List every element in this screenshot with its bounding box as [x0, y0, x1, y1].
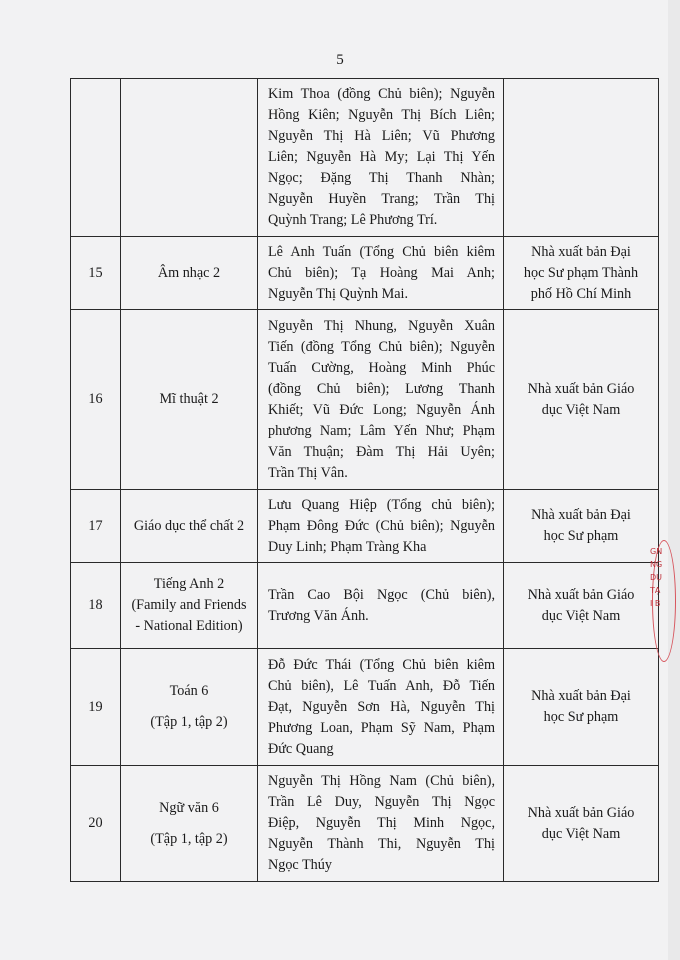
publisher-cell [504, 649, 659, 766]
author-line: Điệp, Nguyễn Thị Minh Ngọc, [268, 815, 495, 831]
table-row [71, 79, 659, 237]
row-number: 15 [71, 237, 121, 310]
table-row [71, 490, 659, 563]
book-title-cell [121, 563, 258, 649]
publisher-line: phố Hồ Chí Minh [530, 285, 632, 302]
author-line: Quỳnh Trang; Lê Phương Trí. [268, 212, 438, 228]
publisher-cell [504, 490, 659, 563]
table-row [71, 237, 659, 310]
author-line: Lê Anh Tuấn (Tổng Chủ biên kiêm [268, 243, 495, 260]
table-row [71, 766, 659, 882]
publisher-line: Nhà xuất bản Giáo [527, 804, 635, 821]
publisher-cell [504, 766, 659, 882]
authors-cell [258, 563, 504, 649]
author-line: Nguyễn Huyền Trang; Trần Thị [268, 191, 495, 207]
authors-cell [258, 490, 504, 563]
stamp-fragment: I B [650, 599, 661, 608]
publisher-cell [504, 563, 659, 649]
publisher-line: Nhà xuất bản Đại [531, 507, 631, 523]
author-line: Phạm Đông Đức (Chủ biên); Nguyễn [268, 517, 495, 534]
author-line: Văn Thuận; Đàm Thị Hải Uyên; [268, 443, 495, 460]
book-title-cell [121, 649, 258, 766]
publisher-cell [504, 79, 659, 237]
book-title-line: Ngữ văn 6 [159, 799, 219, 816]
authors-cell [258, 310, 504, 490]
book-title-cell [121, 490, 258, 563]
row-number: 20 [71, 766, 121, 882]
row-number: 19 [71, 649, 121, 766]
book-title-line: Tiếng Anh 2 [153, 576, 225, 592]
stamp-fragment: DỤ [650, 573, 663, 582]
author-line: Liên; Nguyễn Hà My; Lại Thị Yến [268, 149, 495, 165]
stamp-fragment: TẠ [650, 586, 661, 595]
publisher-line: Nhà xuất bản Giáo [527, 586, 635, 603]
book-title-line: (Tập 1, tập 2) [150, 714, 228, 730]
author-line: Đức Quang [268, 740, 334, 757]
authors-cell [258, 649, 504, 766]
author-line: Lưu Quang Hiệp (Tổng chủ biên); [268, 496, 495, 513]
publisher-line: học Sư phạm [543, 528, 619, 544]
book-title-line: Âm nhạc 2 [157, 264, 221, 281]
author-line: Đỗ Đức Thái (Tổng Chủ biên kiêm [268, 656, 495, 673]
author-line: Duy Linh; Phạm Tràng Kha [268, 538, 427, 555]
author-line: Tiến (đồng Tổng Chủ biên); Nguyễn [268, 338, 495, 355]
book-title-line: (Family and Friends [131, 597, 247, 613]
book-title-line: Mĩ thuật 2 [159, 391, 219, 407]
author-line: Nguyễn Thị Hồng Nam (Chủ biên), [268, 773, 495, 789]
author-line: Chủ biên), Lê Tuấn Anh, Đỗ Tiến [268, 677, 495, 694]
author-line: Nguyễn Thị Nhung, Nguyễn Xuân [268, 317, 495, 334]
author-line: Trương Văn Ánh. [268, 607, 369, 624]
stamp-fragment: GN [650, 547, 663, 556]
author-line: phương Nam; Lâm Yến Như; Phạm [268, 422, 495, 439]
table-row [71, 563, 659, 649]
authors-cell [258, 766, 504, 882]
row-number: 17 [71, 490, 121, 563]
author-line: Trần Cao Bội Ngọc (Chủ biên), [268, 586, 495, 603]
publisher-line: Nhà xuất bản Đại [531, 243, 631, 260]
publisher-line: học Sư phạm Thành [523, 264, 639, 281]
book-title-line: Toán 6 [169, 683, 209, 699]
publisher-line: học Sư phạm [543, 709, 619, 725]
author-line: Phương Loan, Phạm Sỹ Nam, Phạm [268, 719, 495, 736]
textbook-table [70, 78, 659, 882]
author-line: Ngọc Thúy [268, 857, 332, 873]
publisher-line: dục Việt Nam [541, 607, 621, 624]
authors-cell [258, 79, 504, 237]
publisher-line: dục Việt Nam [541, 401, 621, 418]
author-line: Ngọc; Đặng Thị Thanh Nhàn; [268, 170, 495, 186]
author-line: Chủ biên); Tạ Hoàng Mai Anh; [268, 264, 495, 281]
author-line: Trần Lê Duy, Nguyễn Thị Ngọc [268, 794, 495, 810]
publisher-cell [504, 237, 659, 310]
table-row [71, 649, 659, 766]
author-line: Trần Thị Vân. [268, 464, 348, 481]
book-title-cell [121, 766, 258, 882]
authors-cell [258, 237, 504, 310]
author-line: (đồng Chủ biên); Lương Thanh [268, 380, 495, 397]
author-line: Nguyễn Thị Quỳnh Mai. [268, 285, 409, 302]
red-stamp-text [650, 545, 666, 610]
book-title-line: (Tập 1, tập 2) [150, 830, 228, 847]
book-title-line: - National Edition) [135, 618, 243, 634]
table-row [71, 310, 659, 490]
author-line: Đạt, Nguyễn Sơn Hà, Nguyễn Thị [268, 698, 495, 715]
publisher-line: dục Việt Nam [541, 825, 621, 842]
author-line: Nguyễn Thị Hà Liên; Vũ Phương [268, 128, 495, 144]
row-number [71, 79, 121, 237]
book-title-cell [121, 310, 258, 490]
book-title-cell [121, 237, 258, 310]
author-line: Nguyễn Thành Thi, Nguyễn Thị [268, 836, 495, 852]
author-line: Tuấn Cường, Hoàng Minh Phúc [268, 359, 495, 376]
publisher-line: Nhà xuất bản Giáo [527, 380, 635, 397]
author-line: Kim Thoa (đồng Chủ biên); Nguyễn [268, 86, 495, 102]
row-number: 16 [71, 310, 121, 490]
stamp-fragment: NG [650, 560, 663, 569]
page-number: 5 [336, 52, 344, 68]
row-number: 18 [71, 563, 121, 649]
publisher-cell [504, 310, 659, 490]
publisher-line: Nhà xuất bản Đại [531, 688, 631, 704]
author-line: Hồng Kiên; Nguyễn Thị Bích Liên; [268, 107, 495, 123]
author-line: Khiết; Vũ Đức Long; Nguyễn Ánh [268, 401, 495, 418]
book-title-cell [121, 79, 258, 237]
book-title-line: Giáo dục thể chất 2 [133, 517, 245, 534]
